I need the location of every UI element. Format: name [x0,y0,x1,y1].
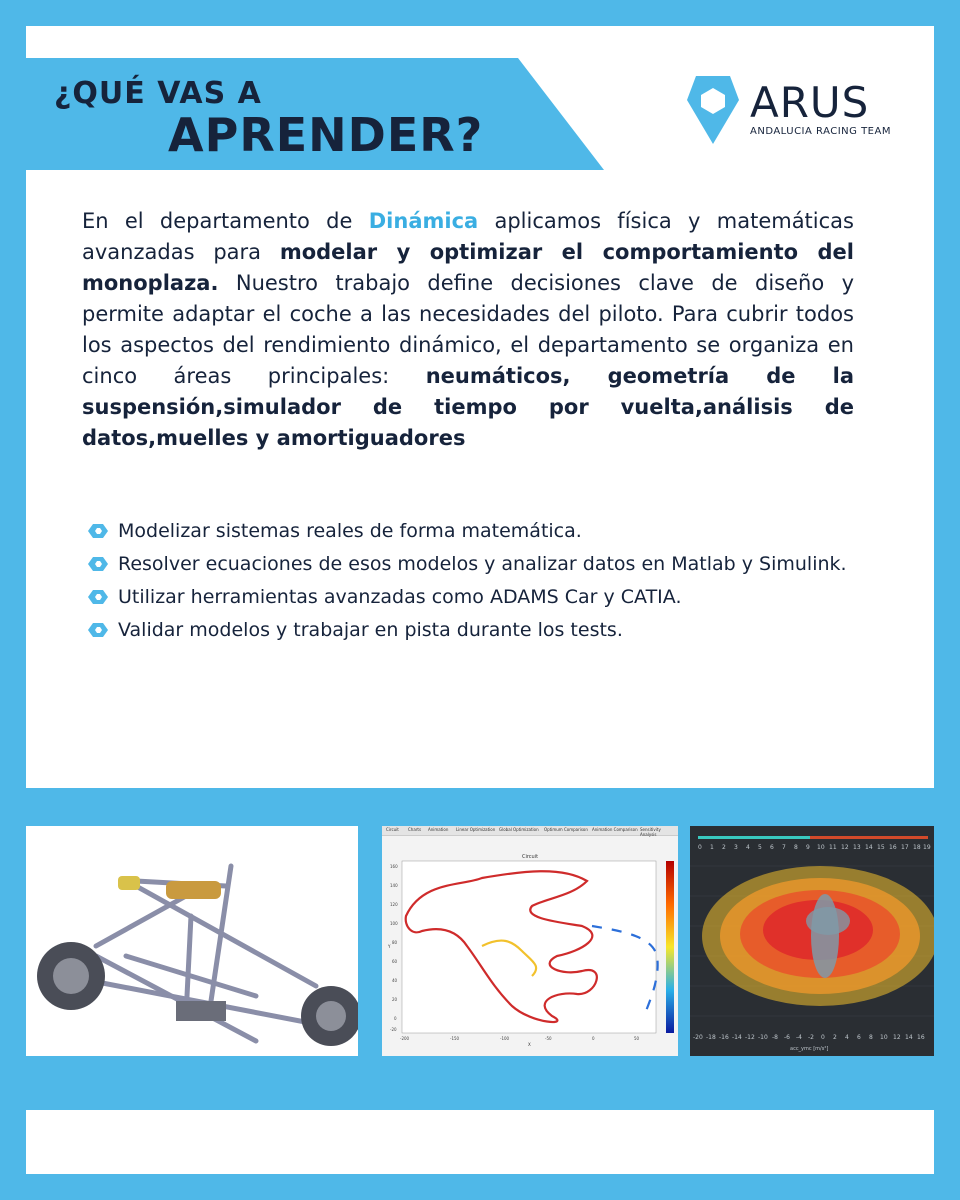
title-line-2: APRENDER? [168,108,484,162]
list-item [88,549,848,580]
bottom-tick: 6 [857,1034,861,1041]
bottom-tick: 16 [917,1034,925,1041]
top-tick: 11 [829,844,837,851]
top-tick: 9 [806,844,810,851]
top-tick: 2 [722,844,726,851]
bottom-tick: -8 [772,1034,778,1041]
bottom-tick: -4 [796,1034,802,1041]
bottom-tick: -16 [719,1034,729,1041]
list-item-text: Resolver ecuaciones de esos modelos y analizar datos en Matlab y Simulink. [118,553,847,575]
tab-sensitivity-analysis[interactable]: Sensitivity Analysis [640,827,661,837]
intro-bold-1: modelar y optimizar el comportamiento del monoplaza. [82,240,855,295]
x-tick: -100 [500,1036,510,1041]
top-tick: 14 [865,844,873,851]
bottom-tick: 14 [905,1034,913,1041]
y-tick: 160 [390,864,398,869]
list-item [88,582,848,613]
top-tick: 19 [923,844,931,851]
x-tick: -150 [450,1036,460,1041]
tab-optimum-comparison[interactable]: Optimum Comparison [544,827,588,832]
bottom-tick: -10 [758,1034,768,1041]
title-line-1: ¿QUÉ VAS A [54,76,262,111]
y-tick: 140 [390,883,398,888]
bottom-tick: 2 [833,1034,837,1041]
y-tick: 0 [394,1016,397,1021]
top-tick: 18 [913,844,921,851]
tab-circuit[interactable]: Circuit [386,827,399,832]
bottom-tick: -18 [706,1034,716,1041]
tab-charts[interactable]: Charts [408,827,422,832]
x-axis-label: acc_ymc [m/s²] [790,1046,829,1052]
x-tick: -50 [545,1036,552,1041]
list-item [88,516,848,547]
y-tick: 40 [392,978,398,983]
footer-card [26,1110,934,1174]
list-item [88,615,848,646]
plot-title: Circuit [521,854,539,860]
bottom-tick: 12 [893,1034,901,1041]
hexagon-bullet-icon [88,623,108,637]
list-item-text: Modelizar sistemas reales de forma matemática. [118,520,582,542]
hexagon-bullet-icon [88,590,108,604]
top-tick: 15 [877,844,885,851]
list-item-text: Validar modelos y trabajar en pista durante los tests. [118,619,623,641]
list-item-text: Utilizar herramientas avanzadas como ADAMS Car y CATIA. [118,586,682,608]
y-tick: 60 [392,959,398,964]
bottom-tick: 10 [880,1034,888,1041]
suspension-cad-image [26,826,358,1056]
y-tick: 100 [390,921,398,926]
arus-logo-icon [684,70,742,146]
intro-text-2: aplicamos física y matemáticas avanzadas para [82,209,854,264]
bottom-tick: 0 [821,1034,825,1041]
tab-global-optimization[interactable]: Global Optimization [499,827,539,832]
top-tick: 0 [698,844,702,851]
intro-highlight: Dinámica [368,209,479,233]
top-tick: 17 [901,844,909,851]
arus-logo [684,70,891,150]
x-tick: 50 [634,1036,640,1041]
y-tick: 120 [390,902,398,907]
hexagon-bullet-icon [88,524,108,538]
top-tick: 6 [770,844,774,851]
bottom-tick: -12 [745,1034,755,1041]
top-tick: 12 [841,844,849,851]
top-tick: 3 [734,844,738,851]
x-tick: 0 [592,1036,595,1041]
tab-animation[interactable]: Animation [428,827,449,832]
acceleration-scatter-image [690,826,934,1056]
y-tick: 80 [392,940,398,945]
y-tick: 20 [392,997,398,1002]
intro-paragraph [82,206,854,454]
intro-text-3: Nuestro trabajo define decisiones clave de diseño y permite adaptar el coche a las necesidades del piloto. Para cubrir todos los aspectos del rendimiento dinámico, el departamento se organiza en cinco áreas principales: [82,271,854,388]
top-tick: 10 [817,844,825,851]
top-tick: 13 [853,844,861,851]
top-tick: 4 [746,844,750,851]
circuit-plot-image [382,826,678,1056]
bottom-tick: -6 [784,1034,790,1041]
tab-linear-optimization[interactable]: Linear Optimization [456,827,496,832]
intro-text-1: En el departamento de [82,209,369,233]
top-tick: 8 [794,844,798,851]
tab-animation-comparison[interactable]: Animation Comparison [592,827,638,832]
x-tick: -200 [400,1036,410,1041]
logo-name: ARUS [750,78,870,127]
bottom-tick: -2 [808,1034,814,1041]
top-tick: 1 [710,844,714,851]
learning-list [88,516,848,648]
intro-bold-2: neumáticos, geometría de la suspensión,simulador de tiempo por vuelta,análisis de datos,muelles y amortiguadores [82,364,855,450]
y-tick: -20 [390,1027,397,1032]
top-tick: 5 [758,844,762,851]
y-axis-label: Y [388,944,391,949]
bottom-tick: 4 [845,1034,849,1041]
logo-subtitle: ANDALUCIA RACING TEAM [750,126,891,137]
top-tick: 16 [889,844,897,851]
bottom-tick: 8 [869,1034,873,1041]
bottom-tick: -14 [732,1034,742,1041]
bottom-tick: -20 [693,1034,703,1041]
hexagon-bullet-icon [88,557,108,571]
top-tick: 7 [782,844,786,851]
x-axis-label: X [528,1042,531,1047]
